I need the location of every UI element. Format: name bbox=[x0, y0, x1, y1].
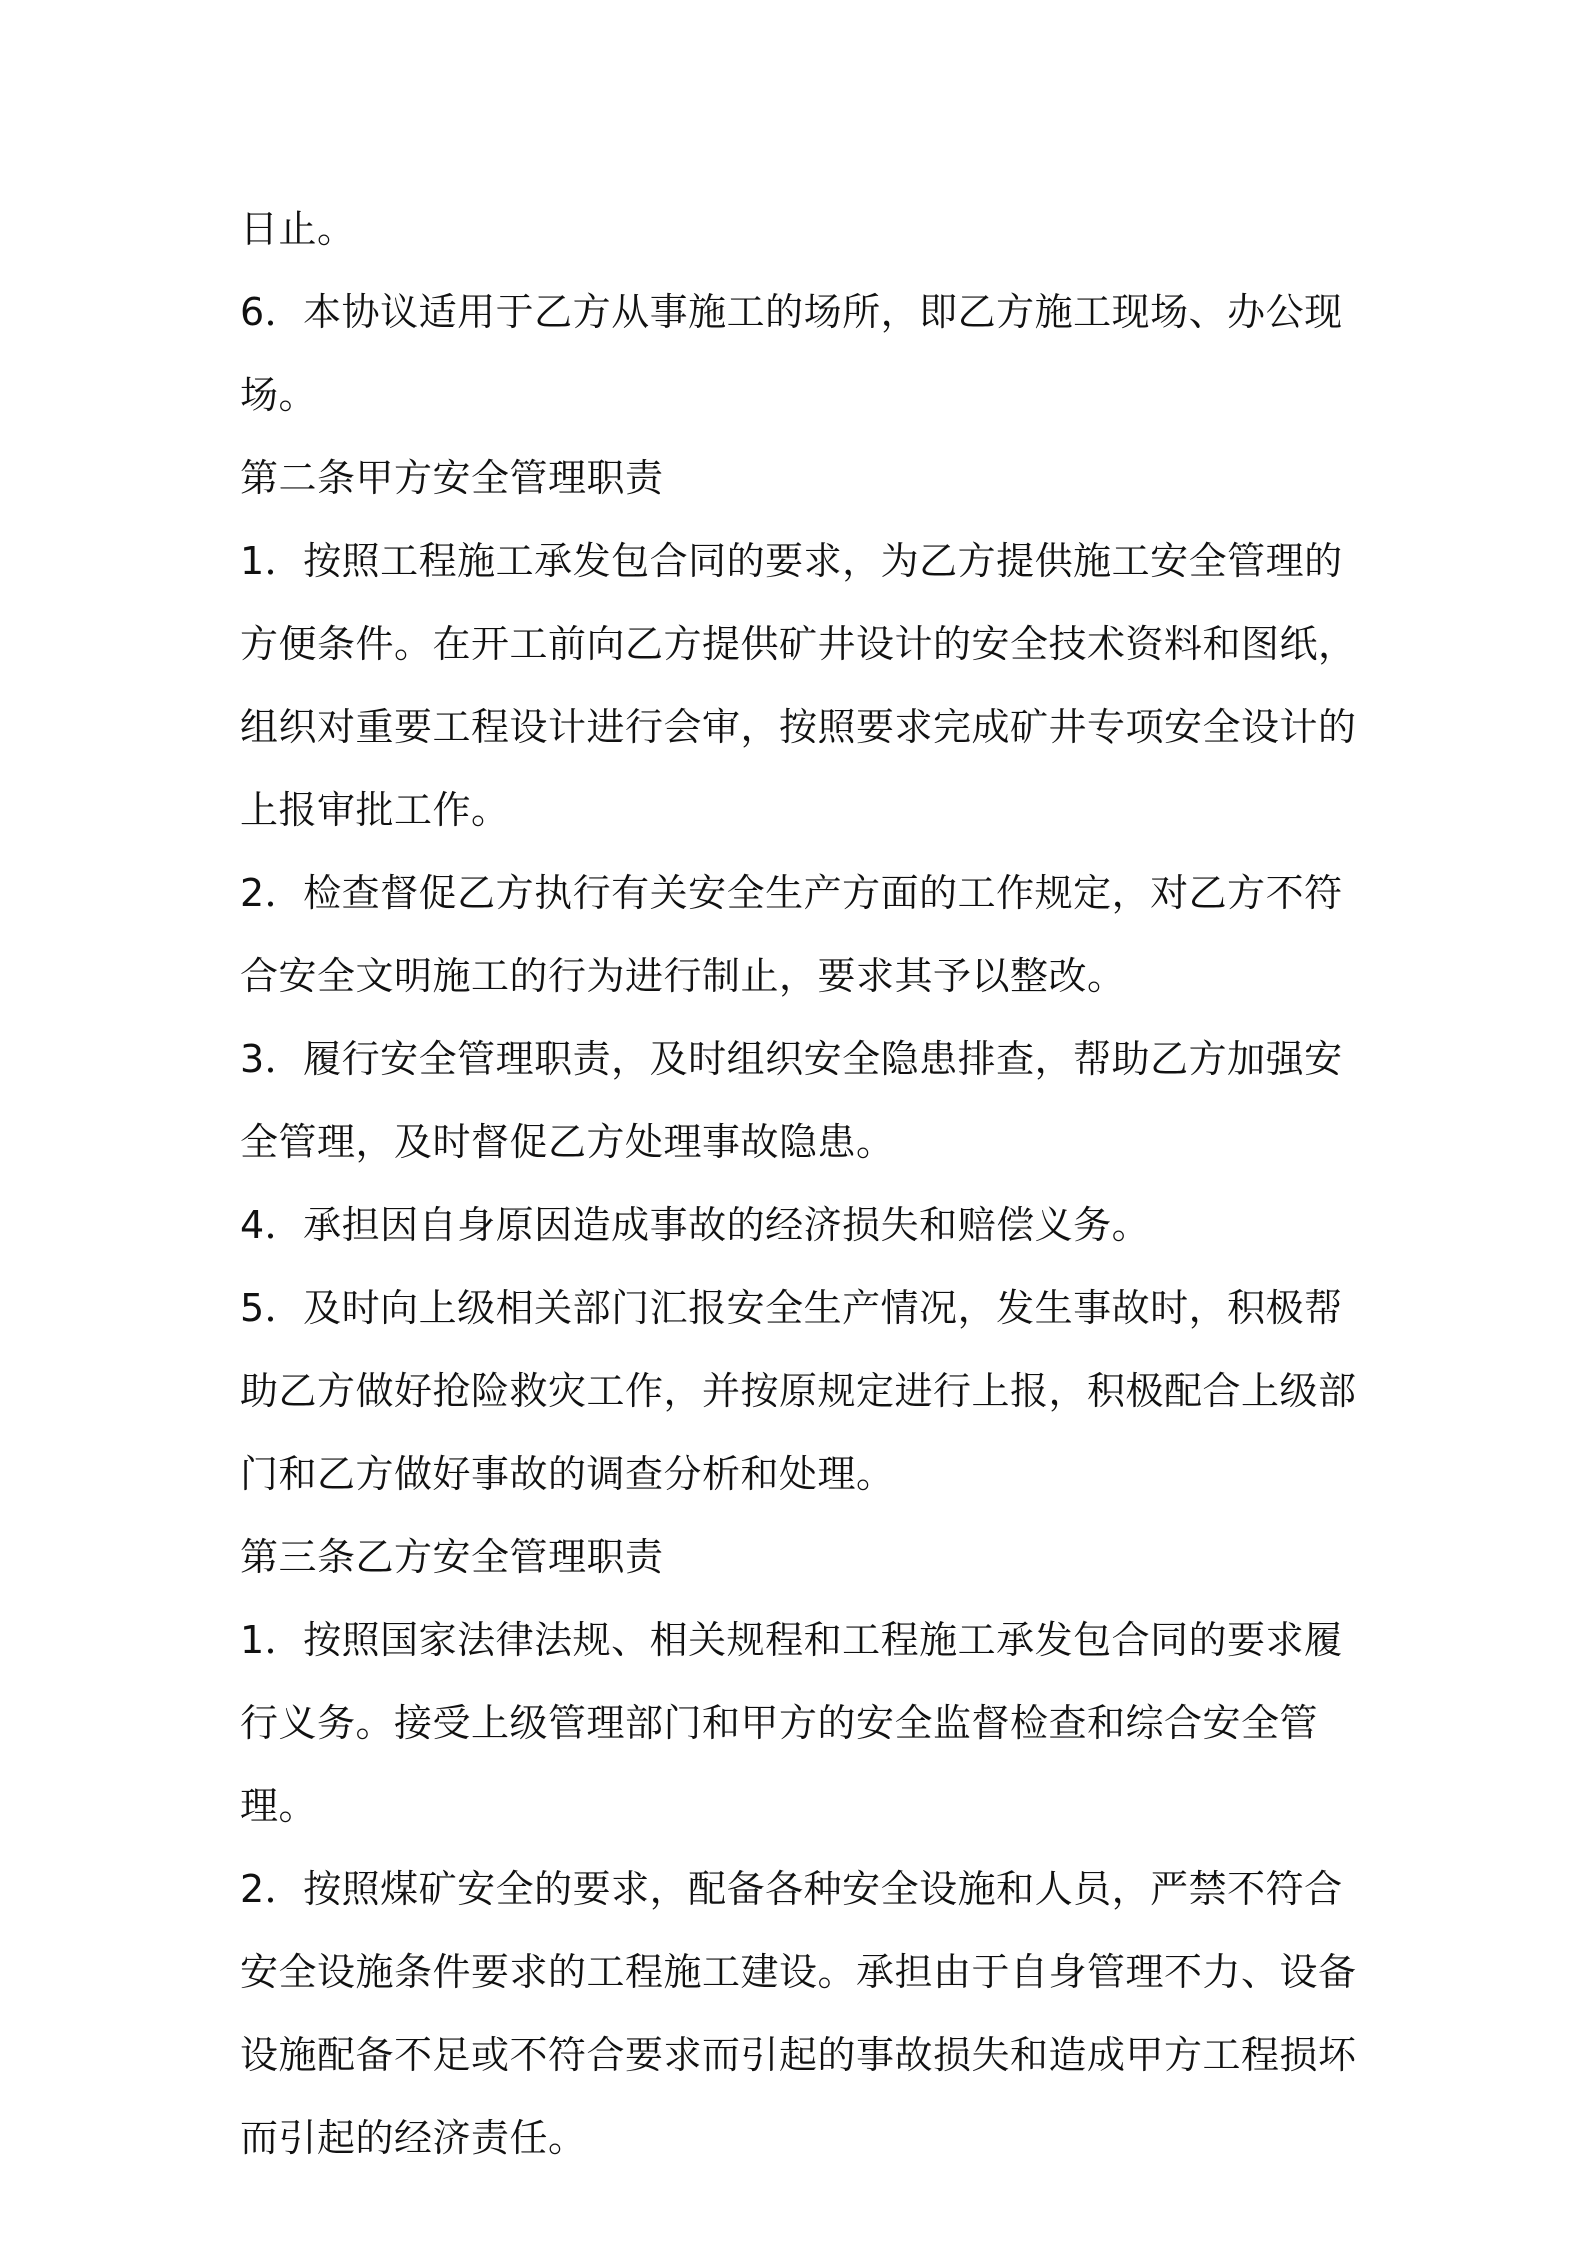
paragraph-continuation: 日止。 bbox=[240, 207, 356, 251]
paragraph-article-2-item-4: 4．承担因自身原因造成事故的经济损失和赔偿义务。 bbox=[240, 1203, 1151, 1247]
section-heading-article-3: 第三条乙方安全管理职责 bbox=[240, 1535, 664, 1579]
paragraph-article-2-item-2: 2．检查督促乙方执行有关安全生产方面的工作规定，对乙方不符合安全文明施工的行为进行制止，要求其予以整改。 bbox=[240, 871, 1343, 998]
paragraph-article-3-item-1: 1．按照国家法律法规、相关规程和工程施工承发包合同的要求履行义务。接受上级管理部门和甲方的安全监督检查和综合安全管理。 bbox=[240, 1618, 1343, 1828]
section-heading-article-2: 第二条甲方安全管理职责 bbox=[240, 456, 664, 500]
paragraph-item-6: 6．本协议适用于乙方从事施工的场所，即乙方施工现场、办公现场。 bbox=[240, 290, 1343, 417]
paragraph-article-2-item-3: 3．履行安全管理职责，及时组织安全隐患排查，帮助乙方加强安全管理，及时督促乙方处理事故隐患。 bbox=[240, 1037, 1343, 1164]
document-body bbox=[240, 188, 1370, 2180]
paragraph-article-3-item-2: 2．按照煤矿安全的要求，配备各种安全设施和人员，严禁不符合安全设施条件要求的工程施工建设。承担由于自身管理不力、设备设施配备不足或不符合要求而引起的事故损失和造成甲方工程损坏而引起的经济责任。 bbox=[240, 1867, 1357, 2160]
paragraph-article-2-item-1: 1．按照工程施工承发包合同的要求，为乙方提供施工安全管理的方便条件。在开工前向乙方提供矿井设计的安全技术资料和图纸，组织对重要工程设计进行会审，按照要求完成矿井专项安全设计的上报审批工作。 bbox=[240, 539, 1357, 832]
paragraph-article-2-item-5: 5．及时向上级相关部门汇报安全生产情况，发生事故时，积极帮助乙方做好抢险救灾工作，并按原规定进行上报，积极配合上级部门和乙方做好事故的调查分析和处理。 bbox=[240, 1286, 1357, 1496]
